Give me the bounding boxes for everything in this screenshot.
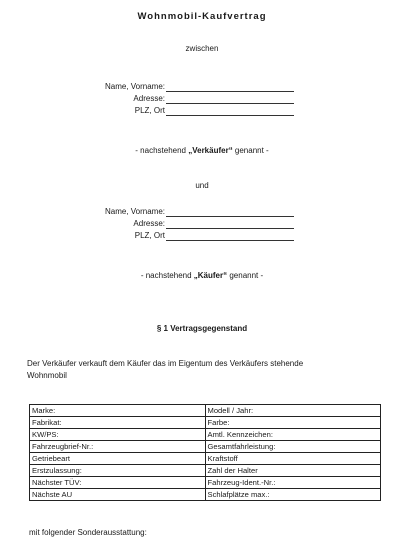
buyer-address-label: Adresse:: [133, 219, 165, 228]
table-cell[interactable]: Schlafplätze max.:: [205, 489, 381, 501]
seller-name-row: [60, 80, 300, 92]
vehicle-data-table: [29, 404, 381, 501]
buyer-city-row: [60, 229, 300, 241]
table-cell[interactable]: Amtl. Kennzeichen:: [205, 429, 381, 441]
table-row: [30, 465, 381, 477]
table-cell[interactable]: Marke:: [30, 405, 206, 417]
table-cell[interactable]: Fahrzeug-Ident.-Nr.:: [205, 477, 381, 489]
buyer-address-field[interactable]: [166, 219, 294, 229]
table-cell[interactable]: Nächster TÜV:: [30, 477, 206, 489]
seller-address-row: [60, 92, 300, 104]
table-cell[interactable]: Getriebeart: [30, 453, 206, 465]
buyer-city-field[interactable]: [166, 231, 294, 241]
document-title: Wohnmobil-Kaufvertrag: [137, 11, 267, 22]
seller-name-label: Name, Vorname:: [104, 82, 165, 91]
table-cell[interactable]: Erstzulassung:: [30, 465, 206, 477]
table-row: [30, 453, 381, 465]
buyer-name-label: Name, Vorname:: [104, 207, 165, 216]
table-row: [30, 489, 381, 501]
role-name: „Verkäufer“: [188, 146, 233, 155]
seller-name-field[interactable]: [166, 82, 294, 92]
role-name: „Käufer“: [193, 271, 228, 280]
seller-address-label: Adresse:: [133, 94, 165, 103]
between-text: zwischen: [185, 44, 219, 53]
table-cell[interactable]: Kraftstoff: [205, 453, 381, 465]
table-cell[interactable]: Zahl der Halter: [205, 465, 381, 477]
table-cell[interactable]: Modell / Jahr:: [205, 405, 381, 417]
section-heading: § 1 Vertragsgegenstand: [156, 324, 248, 333]
buyer-designation: - nachstehend „Käufer“ genannt -: [140, 271, 264, 280]
seller-address-field[interactable]: [166, 94, 294, 104]
buyer-name-row: [60, 205, 300, 217]
table-cell[interactable]: KW/PS:: [30, 429, 206, 441]
buyer-form: [60, 205, 300, 241]
table-cell[interactable]: Fabrikat:: [30, 417, 206, 429]
section-paragraph: [27, 358, 381, 382]
table-row: [30, 441, 381, 453]
buyer-city-label: PLZ, Ort: [134, 231, 165, 240]
seller-city-label: PLZ, Ort: [134, 106, 165, 115]
seller-city-row: [60, 104, 300, 116]
table-cell[interactable]: Nächste AU: [30, 489, 206, 501]
seller-form: [60, 80, 300, 116]
extras-label: mit folgender Sonderausstattung:: [29, 528, 147, 537]
seller-designation: - nachstehend „Verkäufer“ genannt -: [135, 146, 269, 155]
buyer-address-row: [60, 217, 300, 229]
table-cell[interactable]: Gesamtfahrleistung:: [205, 441, 381, 453]
table-row: [30, 417, 381, 429]
paragraph-line-1: Der Verkäufer verkauft dem Käufer das im Eigentum des Verkäufers stehende: [27, 359, 304, 368]
paragraph-line-2: Wohnmobil: [27, 371, 67, 380]
buyer-name-field[interactable]: [166, 207, 294, 217]
table-cell[interactable]: Fahrzeugbrief-Nr.:: [30, 441, 206, 453]
table-row: [30, 429, 381, 441]
and-text: und: [195, 181, 209, 190]
table-cell[interactable]: Farbe:: [205, 417, 381, 429]
seller-city-field[interactable]: [166, 106, 294, 116]
table-row: [30, 405, 381, 417]
table-row: [30, 477, 381, 489]
